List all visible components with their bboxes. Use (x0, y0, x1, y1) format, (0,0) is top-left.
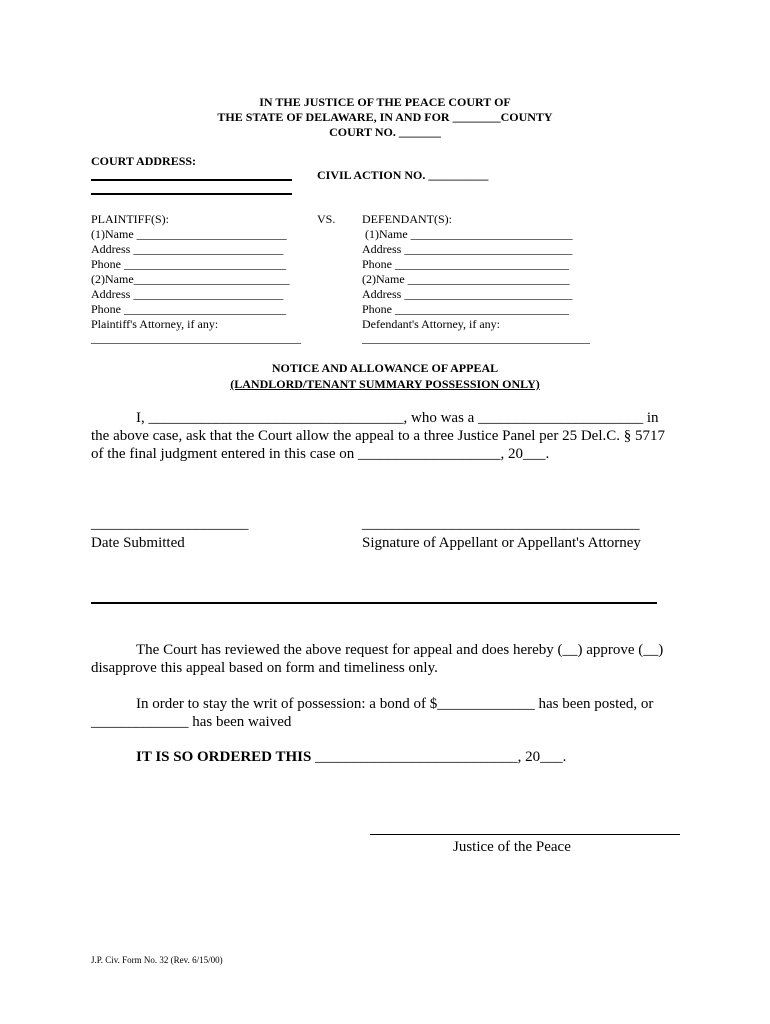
ordered-line (136, 749, 566, 766)
appellant-signature-label: Signature of Appellant or Appellant's Attorney (362, 535, 641, 551)
plaintiff-phone1: Phone ___________________________ (91, 257, 286, 271)
court-header-line1: IN THE JUSTICE OF THE PEACE COURT OF (259, 95, 511, 109)
defendant-attorney-line: ______________________________________ (362, 331, 590, 345)
plaintiff-phone2: Phone ___________________________ (91, 302, 286, 316)
section-divider (91, 602, 657, 604)
notice-subtitle: (LANDLORD/TENANT SUMMARY POSSESSION ONLY) (230, 377, 540, 391)
plaintiff-heading: PLAINTIFF(S): (91, 212, 170, 226)
bond-line2: _____________ has been waived (91, 714, 292, 730)
court-header-line2: THE STATE OF DELAWARE, IN AND FOR ________COUNTY (217, 110, 553, 124)
defendant-address2: Address ____________________________ (362, 287, 573, 301)
plaintiff-address1: Address _________________________ (91, 242, 284, 256)
appeal-request-line1: I, __________________________________, who was a ______________________ in (136, 410, 659, 426)
defendant-name1: (1)Name ___________________________ (362, 227, 573, 241)
versus-label: VS. (317, 212, 336, 226)
court-review-line2: disapprove this appeal based on form and timeliness only. (91, 660, 438, 676)
court-review-line1: The Court has reviewed the above request for appeal and does hereby (__) approve (__) (136, 642, 664, 658)
justice-signature-line (370, 834, 680, 835)
plaintiff-address2: Address _________________________ (91, 287, 284, 301)
ordered-label: IT IS SO ORDERED THIS (136, 749, 312, 765)
bond-line1: In order to stay the writ of possession: a bond of $_____________ has been posted, or (136, 696, 654, 712)
plaintiff-attorney-line: ___________________________________ (91, 331, 301, 345)
court-address-line1 (91, 179, 292, 181)
date-submitted-line: _____________________ (91, 516, 249, 532)
appellant-signature-line: _____________________________________ (362, 516, 640, 532)
appeal-request-line3: of the final judgment entered in this case on ___________________, 20___. (91, 446, 550, 462)
defendant-name2: (2)Name ___________________________ (362, 272, 570, 286)
defendant-attorney-label: Defendant's Attorney, if any: (362, 317, 501, 331)
form-number-footer: J.P. Civ. Form No. 32 (Rev. 6/15/00) (91, 955, 223, 965)
date-submitted-label: Date Submitted (91, 535, 185, 551)
defendant-heading: DEFENDANT(S): (362, 212, 452, 226)
justice-label: Justice of the Peace (453, 839, 571, 855)
plaintiff-name1: (1)Name _________________________ (91, 227, 287, 241)
defendant-phone1: Phone _____________________________ (362, 257, 569, 271)
civil-action-number: CIVIL ACTION NO. __________ (317, 168, 489, 182)
notice-title: NOTICE AND ALLOWANCE OF APPEAL (271, 361, 499, 375)
court-header-line3: COURT NO. _______ (329, 125, 441, 139)
plaintiff-name2: (2)Name__________________________ (91, 272, 290, 286)
court-address-label: COURT ADDRESS: (91, 154, 197, 168)
plaintiff-attorney-label: Plaintiff's Attorney, if any: (91, 317, 219, 331)
appeal-request-line2: the above case, ask that the Court allow the appeal to a three Justice Panel per 25 Del.C. § 5717 (91, 428, 665, 444)
ordered-date-blank: ___________________________, 20___. (311, 749, 567, 765)
defendant-address1: Address ____________________________ (362, 242, 573, 256)
defendant-phone2: Phone _____________________________ (362, 302, 569, 316)
court-address-line2 (91, 193, 292, 195)
